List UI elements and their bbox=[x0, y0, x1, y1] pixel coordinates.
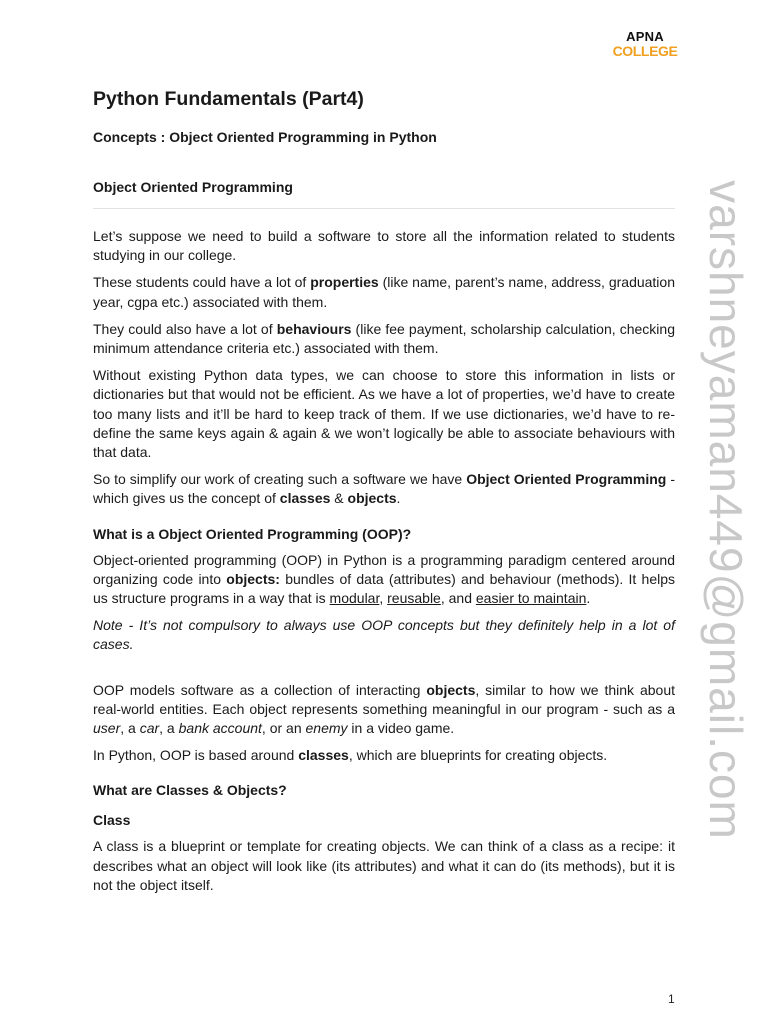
paragraph-behaviours: They could also have a lot of behaviours (like fee payment, scholarship calculation, checking minimum attendance criteria etc.) associated with them. bbox=[93, 320, 675, 357]
document-body bbox=[93, 86, 675, 895]
logo-line-college: COLLEGE bbox=[612, 43, 678, 59]
paragraph-properties: These students could have a lot of properties (like name, parent’s name, address, graduation year, cgpa etc.) associated with them. bbox=[93, 274, 675, 310]
paragraph-python-classes: In Python, OOP is based around classes, which are blueprints for creating objects. bbox=[93, 747, 608, 764]
paragraph-without-oop: Without existing Python data types, we can choose to store this information in lists or dictionaries but that would not be efficient. As we have a lot of properties, we’d have to create too many lists and it’ll be hard to keep track of them. If we use dictionaries, we’d have to re-define the same keys again & again & we won’t logically be able to associate behaviours with that data. bbox=[93, 367, 675, 461]
paragraph-class-definition: A class is a blueprint or template for creating objects. We can think of a class as a recipe: it describes what an object will look like (its attributes) and what it can do (its methods), but it is not the object itself. bbox=[93, 838, 675, 893]
email-watermark: varshneyaman449@gmail.com bbox=[700, 180, 752, 840]
heading-classes-objects: What are Classes & Objects? bbox=[93, 782, 287, 799]
section-heading: Object Oriented Programming bbox=[93, 179, 293, 195]
note-text: Note - It’s not compulsory to always use OOP concepts but they definitely help in a lot of cases. bbox=[93, 617, 675, 653]
heading-what-is-oop: What is a Object Oriented Programming (OOP)? bbox=[93, 525, 412, 542]
paragraph-oop-definition: Object-oriented programming (OOP) in Python is a programming paradigm centered around organizing code into objects: bundles of data (attributes) and behaviour (methods). It helps us structure programs in a way that is modular, reusable, and easier to maintain. bbox=[93, 551, 676, 607]
page-title: Python Fundamentals (Part4) bbox=[93, 88, 364, 110]
paragraph-simplify: So to simplify our work of creating such a software we have Object Oriented Programming - which gives us the concept of classes & objects. bbox=[93, 471, 675, 507]
logo-line-apna: APNA bbox=[626, 29, 664, 44]
heading-class: Class bbox=[93, 812, 131, 829]
section-divider bbox=[93, 208, 675, 209]
paragraph-intro: Let’s suppose we need to build a software to store all the information related to students studying in our college. bbox=[93, 228, 675, 264]
paragraph-oop-models: OOP models software as a collection of interacting objects, similar to how we think about real-world entities. Each object represents something meaningful in our program - such as a user, a car, a bank account, or an enemy in a video game. bbox=[93, 681, 675, 737]
apna-college-logo bbox=[612, 30, 678, 58]
page-number: 1 bbox=[668, 992, 675, 1006]
concepts-subtitle: Concepts : Object Oriented Programming in Python bbox=[93, 129, 437, 145]
